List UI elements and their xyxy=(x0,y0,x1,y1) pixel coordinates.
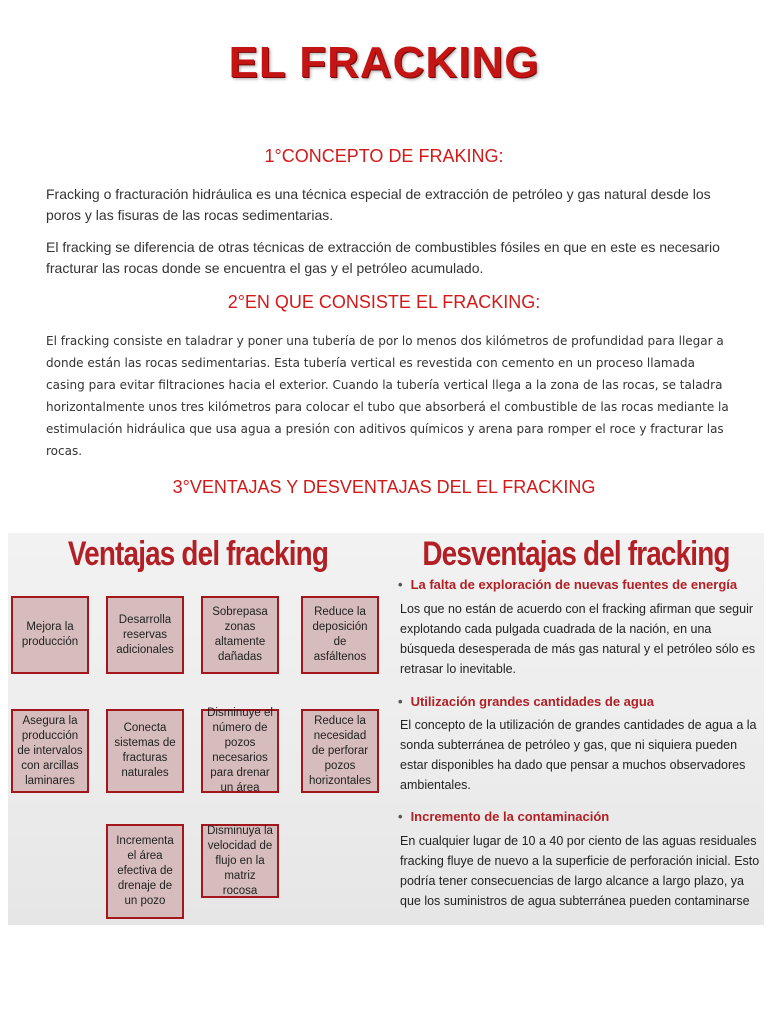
ventaja-box: Asegura la producción de intervalos con arcillas laminares xyxy=(11,709,89,793)
ventaja-box: Reduce la necesidad de perforar pozos horizontales xyxy=(301,709,379,793)
section-2-paragraph: El fracking consiste en taladrar y poner una tubería de por lo menos dos kilómetros de profundidad para llegar a donde están las rocas sedimentarias. Esta tubería vertical es revestida con cemento en un proceso llamada casing para evitar filtraciones hacia el exterior. Cuando la tubería vertical llega a la zona de las rocas, se taladra horizontalmente unos tres kilómetros para colocar el tubo que absorberá el combustible de las rocas mediante la estimulación hidráulica que usa agua a presión con aditivos químicos y arena para romper el roce y fracturar las rocas. xyxy=(46,334,729,458)
bullet-icon: • xyxy=(398,577,403,592)
section-2-heading: 2°EN QUE CONSISTE EL FRACKING: xyxy=(227,292,541,312)
ventaja-box: Mejora la producción xyxy=(11,596,89,674)
ventaja-box: Reduce la deposición de asfáltenos xyxy=(301,596,379,674)
desventaja-heading-text: La falta de exploración de nuevas fuentes de energía xyxy=(410,577,738,592)
desventajas-title: Desventajas del fracking xyxy=(422,535,730,573)
ventaja-box: Disminuye el número de pozos necesarios para drenar un área xyxy=(201,709,279,793)
ventajas-desventajas-infographic xyxy=(8,533,764,925)
desventaja-heading xyxy=(398,809,609,824)
ventaja-box: Conecta sistemas de fracturas naturales xyxy=(106,709,184,793)
section-1-paragraph-1: Fracking o fracturación hidráulica es una técnica especial de extracción de petróleo y gas natural desde los poros y las fisuras de las rocas sedimentarias. xyxy=(46,186,711,223)
desventaja-heading xyxy=(398,694,654,709)
desventajas-panel xyxy=(388,533,764,925)
desventaja-text: Los que no están de acuerdo con el fracking afirman que seguir explotando cada pulgada cuadrada de la nación, en una búsqueda desesperada de más gas natural y el petróleo sólo es retrasar lo inevitable. xyxy=(400,602,756,676)
section-1-heading: 1°CONCEPTO DE FRAKING: xyxy=(264,146,504,166)
ventajas-panel xyxy=(8,533,388,925)
desventaja-heading-text: Utilización grandes cantidades de agua xyxy=(410,694,655,709)
bullet-icon: • xyxy=(398,809,403,824)
section-1-paragraph-2: El fracking se diferencia de otras técnicas de extracción de combustibles fósiles en que en este es necesario fracturar las rocas donde se encuentra el gas y el petróleo acumulado. xyxy=(46,239,720,276)
desventaja-heading xyxy=(398,577,737,592)
ventaja-box: Sobrepasa zonas altamente dañadas xyxy=(201,596,279,674)
bullet-icon: • xyxy=(398,694,403,709)
ventaja-box: Desarrolla reservas adicionales xyxy=(106,596,184,674)
desventaja-text: En cualquier lugar de 10 a 40 por ciento de las aguas residuales fracking fluye de nuevo a la superficie de perforación inicial. Esto podría tener consecuencias de largo alcance a largo plazo, ya que los suministros de agua subterránea pueden contaminarse xyxy=(400,834,760,908)
ventaja-box: Incrementa el área efectiva de drenaje de un pozo xyxy=(106,824,184,919)
page-title: EL FRACKING xyxy=(228,38,540,87)
desventaja-text: El concepto de la utilización de grandes cantidades de agua a la sonda subterránea de petróleo y gas, que ni siquiera pueden estar disponibles ha dado que pensar a muchos observadores ambientales. xyxy=(400,718,757,792)
section-3-heading: 3°VENTAJAS Y DESVENTAJAS DEL EL FRACKING xyxy=(172,477,596,497)
ventaja-box: Disminuya la velocidad de flujo en la matriz rocosa xyxy=(201,824,279,898)
ventajas-title: Ventajas del fracking xyxy=(67,535,329,573)
desventaja-heading-text: Incremento de la contaminación xyxy=(410,809,610,824)
